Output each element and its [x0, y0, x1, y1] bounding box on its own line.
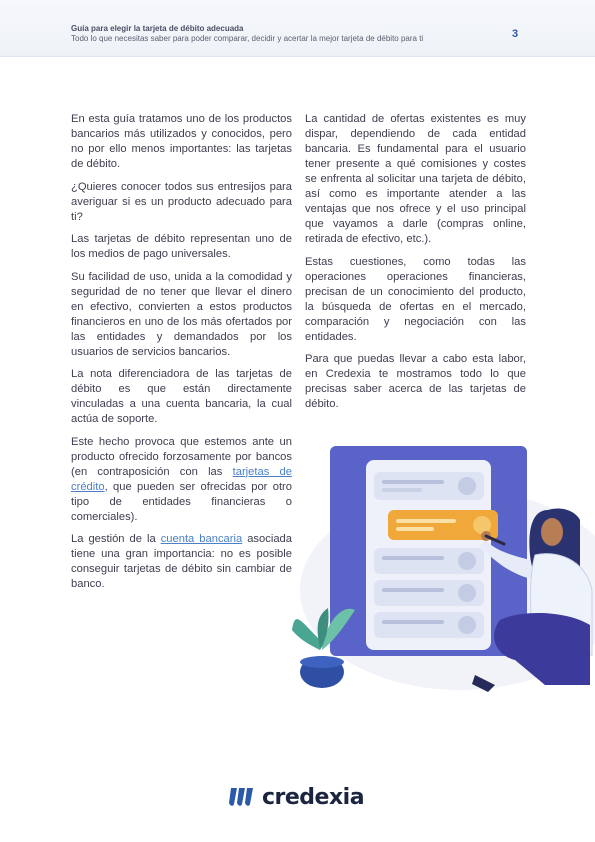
page-number: 3: [512, 28, 519, 40]
paragraph-text: Este hecho provoca que estemos ante un producto ofrecido forzosamente por bancos (en contraposición con las: [71, 435, 292, 478]
paragraph-text: La gestión de la: [71, 533, 161, 545]
paragraph-text: , que pueden ser ofrecidas por otro tipo de entidades financieras o comerciales).: [71, 480, 292, 523]
paragraph: Estas cuestiones, como todas las operaciones operaciones financieras, precisan de un conocimiento del producto, la búsqueda de ofertas en el mercado, comparación y negociación con las entidades.: [305, 255, 526, 343]
list-item: [374, 548, 484, 574]
paragraph: [71, 532, 292, 592]
paragraph: En esta guía tratamos uno de los productos bancarios más utilizados y conocidos, pero no por ello menos importantes: las tarjetas de débito.: [71, 113, 292, 170]
page-header: [0, 0, 595, 57]
paragraph: ¿Quieres conocer todos sus entresijos para averiguar si es un producto adecuado para ti?: [71, 180, 292, 223]
paragraph: Su facilidad de uso, unida a la comodidad y seguridad de no tener que llevar el dinero en efectivo, convierten a estos productos financieros en uno de los más ofertados por las entidades y demandados por los usuarios de servicios bancarios.: [71, 270, 292, 358]
credexia-logo: [228, 783, 368, 811]
credit-cards-link[interactable]: tarjetas de crédito: [71, 465, 292, 493]
paragraph: La cantidad de ofertas existentes es muy dispar, dependiendo de cada entidad bancaria. Es fundamental para el usuario tener presente a qué comisiones y costes se enfrenta al solicitar una tarjeta de débito, así como es importante atender a las ventajas que nos ofrece y el uso principal que vayamos a darle (compras online, retirada de efectivo, etc.).: [305, 113, 526, 245]
list-item: [374, 472, 484, 500]
paragraph-text: asociada tiene una gran importancia: no es posible conseguir tarjetas de débito sin cambiar de banco.: [71, 533, 292, 590]
card-selection-illustration: [290, 440, 595, 700]
document-subtitle: Todo lo que necesitas saber para poder comparar, decidir y acertar la mejor tarjeta de débito para ti: [71, 34, 424, 43]
list-item: [374, 580, 484, 606]
document-title: Guía para elegir la tarjeta de débito adecuada: [71, 24, 244, 33]
paragraph: [71, 435, 292, 525]
paragraph: Para que puedas llevar a cabo esta labor, en Credexia te mostramos todo lo que precisas saber acerca de las tarjetas de débito.: [305, 353, 526, 410]
right-column: [305, 112, 526, 420]
brand-wordmark: credexia: [262, 784, 365, 810]
bank-account-link[interactable]: cuenta bancaria: [160, 533, 243, 545]
paragraph: La nota diferenciadora de las tarjetas de débito es que están directamente vinculadas a una cuenta bancaria, la cual actúa de soporte.: [71, 368, 292, 425]
list-item: [374, 612, 484, 638]
paragraph: Las tarjetas de débito representan uno de los medios de pago universales.: [71, 233, 292, 260]
left-column: [71, 112, 292, 600]
credexia-logo-mark-icon: [228, 784, 258, 810]
